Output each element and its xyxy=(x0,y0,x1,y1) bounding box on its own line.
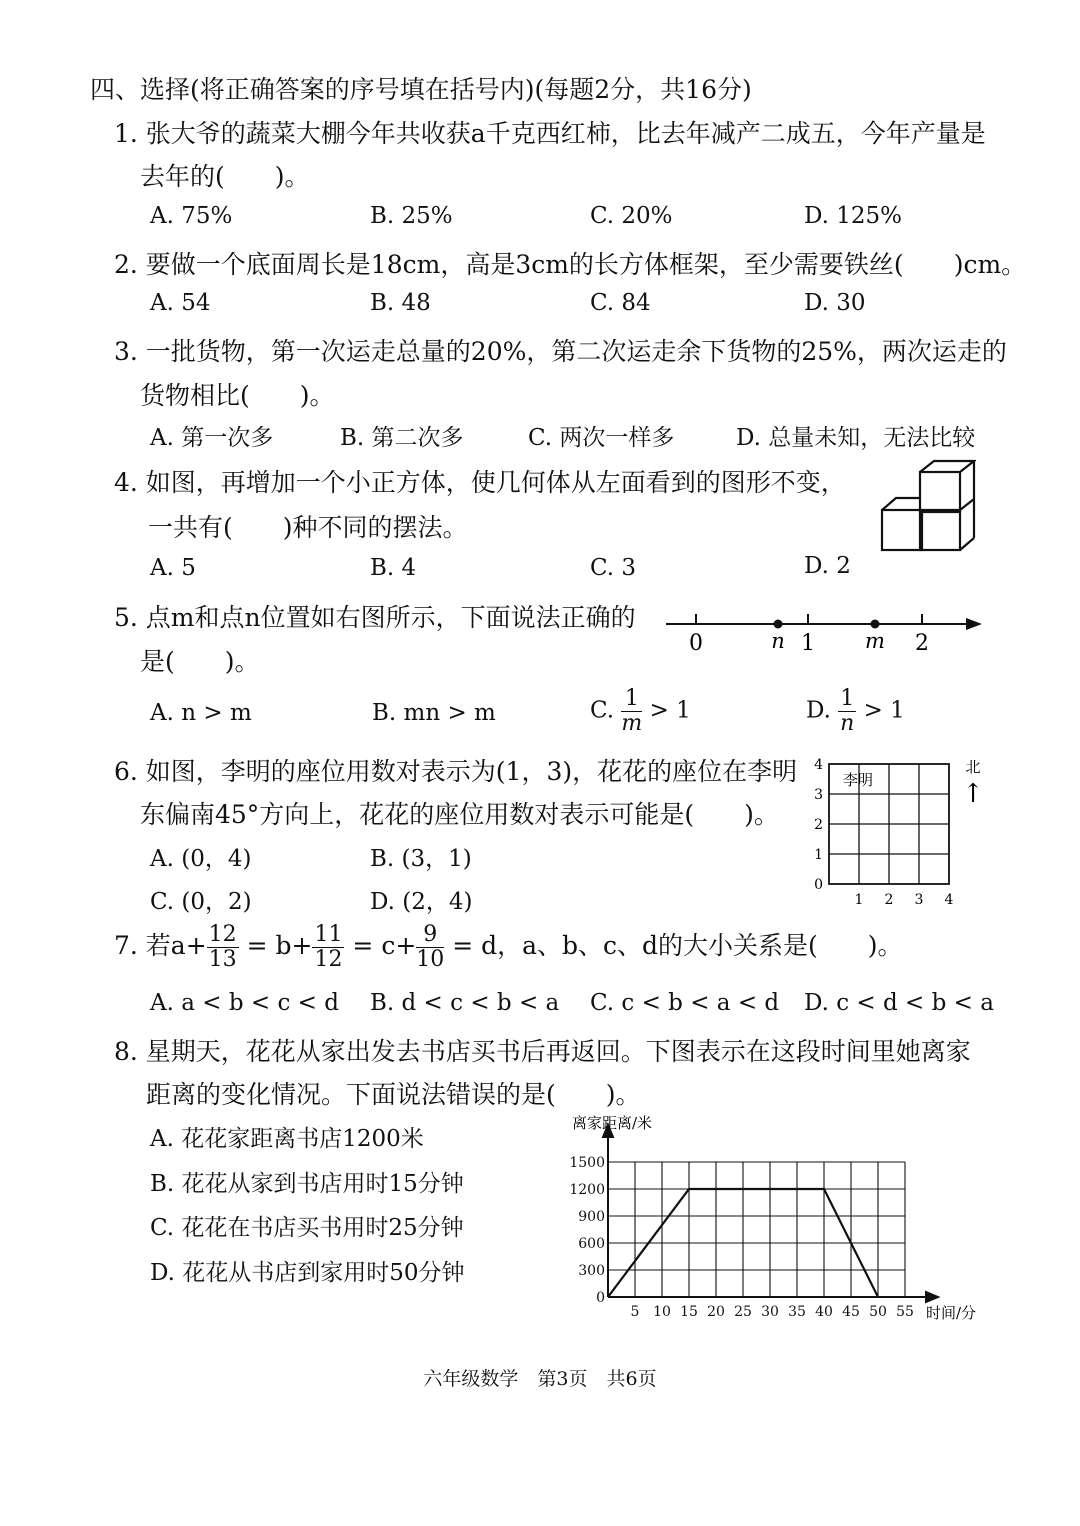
grid-x-label-3: 3 xyxy=(914,892,924,908)
q6-option-d[interactable]: D. (2，4) xyxy=(370,889,473,915)
number-line xyxy=(660,600,990,660)
q5-option-c-fraction xyxy=(621,688,642,735)
point-n xyxy=(774,620,783,629)
q7-line1 xyxy=(114,924,903,971)
grid-y-label-4: 4 xyxy=(814,757,823,773)
q8-option-d[interactable]: D. 花花从书店到家用时50分钟 xyxy=(150,1260,465,1286)
chart-ylabel: 离家距离/米 xyxy=(572,1114,653,1132)
q3-option-d[interactable]: D. 总量未知，无法比较 xyxy=(736,425,976,451)
q7-option-c[interactable]: C. c < b < a < d xyxy=(590,990,780,1016)
q5-option-c-rest: > 1 xyxy=(649,697,691,724)
q5-option-c-letter: C. xyxy=(590,697,615,724)
q5-line2: 是( )。 xyxy=(140,647,260,676)
q7-fraction-2 xyxy=(312,924,344,971)
q7-option-d[interactable]: D. c < d < b < a xyxy=(804,990,994,1016)
cube-front-left xyxy=(882,510,922,550)
q1-option-c[interactable]: C. 20% xyxy=(590,203,673,229)
north-arrow-icon: ↑ xyxy=(962,779,984,809)
y-tick-label: 900 xyxy=(578,1209,605,1225)
seat-grid xyxy=(805,752,995,912)
grid-x-label-2: 2 xyxy=(884,892,894,908)
q7-f3-den: 10 xyxy=(416,947,445,972)
q5-option-d-den: n xyxy=(840,711,855,736)
q7-option-a[interactable]: A. a < b < c < d xyxy=(150,990,339,1016)
q2-option-d[interactable]: D. 30 xyxy=(804,290,866,316)
q2-option-b[interactable]: B. 48 xyxy=(370,290,431,316)
q7-suffix: = d，a、b、c、d的大小关系是( )。 xyxy=(452,931,903,960)
q7-f3-num: 9 xyxy=(416,924,444,948)
q5-option-c-num: 1 xyxy=(621,688,642,712)
q5-option-b[interactable]: B. mn > m xyxy=(372,700,496,726)
q3-line1: 3. 一批货物，第一次运走总量的20%，第二次运走余下货物的25%，两次运走的 xyxy=(114,337,1007,366)
grid-y-label-0: 0 xyxy=(814,877,823,893)
q7-mid2: = c+ xyxy=(352,931,417,960)
x-tick-label: 30 xyxy=(761,1304,779,1320)
q8-option-c[interactable]: C. 花花在书店买书用时25分钟 xyxy=(150,1215,464,1241)
q3-line2: 货物相比( )。 xyxy=(140,381,335,410)
q8-option-b[interactable]: B. 花花从家到书店用时15分钟 xyxy=(150,1171,464,1197)
x-tick-label: 55 xyxy=(896,1304,914,1320)
q4-option-a[interactable]: A. 5 xyxy=(150,555,196,581)
cube-figure xyxy=(876,458,976,556)
x-tick-label: 50 xyxy=(869,1304,887,1320)
distance-time-chart xyxy=(560,1105,990,1330)
tick-label-2: 2 xyxy=(915,631,929,656)
q8-line1: 8. 星期天，花花从家出发去书店买书后再返回。下图表示在这段时间里她离家 xyxy=(114,1037,971,1066)
q1-option-a[interactable]: A. 75% xyxy=(150,203,233,229)
q7-f1-den: 13 xyxy=(208,947,237,972)
q3-option-c[interactable]: C. 两次一样多 xyxy=(528,425,675,451)
q6-option-a[interactable]: A. (0，4) xyxy=(150,846,252,872)
q7-option-b[interactable]: B. d < c < b < a xyxy=(370,990,560,1016)
q1-line2: 去年的( )。 xyxy=(140,162,310,191)
q6-option-b[interactable]: B. (3，1) xyxy=(370,846,472,872)
q4-option-c[interactable]: C. 3 xyxy=(590,555,637,581)
q2-option-c[interactable]: C. 84 xyxy=(590,290,651,316)
cube-mid-side-edge xyxy=(960,499,974,510)
y-tick-label: 0 xyxy=(596,1290,605,1306)
cube-front-top xyxy=(920,472,960,512)
point-label-m: m xyxy=(865,629,885,653)
q4-option-b[interactable]: B. 4 xyxy=(370,555,417,581)
x-tick-label: 35 xyxy=(788,1304,806,1320)
x-tick-label: 15 xyxy=(680,1304,698,1320)
q8-line2: 距离的变化情况。下面说法错误的是( )。 xyxy=(146,1080,641,1109)
q5-option-d-letter: D. xyxy=(806,697,831,724)
q5-option-d[interactable] xyxy=(806,688,905,735)
q7-mid1: = b+ xyxy=(246,931,313,960)
grid-y-label-3: 3 xyxy=(814,787,823,803)
q2-line1: 2. 要做一个底面周长是18cm，高是3cm的长方体框架，至少需要铁丝( )cm。 xyxy=(114,250,1027,279)
cube-front-right xyxy=(920,510,960,550)
q3-option-a[interactable]: A. 第一次多 xyxy=(150,425,274,451)
chart-xlabel: 时间/分 xyxy=(926,1304,977,1322)
q7-f2-num: 11 xyxy=(314,922,343,947)
cube-bottom-side-edge xyxy=(960,538,974,550)
q4-option-d[interactable]: D. 2 xyxy=(804,553,851,579)
q7-fraction-1 xyxy=(207,924,239,971)
q7-fraction-3 xyxy=(416,924,444,971)
grid-x-label-1: 1 xyxy=(854,892,864,908)
y-tick-label: 300 xyxy=(578,1263,605,1279)
q5-line1: 5. 点m和点n位置如右图所示，下面说法正确的 xyxy=(114,603,636,632)
point-m xyxy=(871,620,880,629)
tick-label-1: 1 xyxy=(801,631,815,656)
q4-line1: 4. 如图，再增加一个小正方体，使几何体从左面看到的图形不变， xyxy=(114,468,846,497)
x-tick-label: 10 xyxy=(653,1304,671,1320)
cube-top-face xyxy=(920,461,974,472)
seat-label-liming: 李明 xyxy=(842,771,874,789)
y-tick-label: 600 xyxy=(578,1236,605,1252)
q2-option-a[interactable]: A. 54 xyxy=(150,290,211,316)
y-tick-label: 1500 xyxy=(569,1155,605,1171)
q8-option-a[interactable]: A. 花花家距离书店1200米 xyxy=(150,1126,424,1152)
grid-x-label-4: 4 xyxy=(944,892,954,908)
q4-line2: 一共有( )种不同的摆法。 xyxy=(148,513,468,542)
q1-line1: 1. 张大爷的蔬菜大棚今年共收获a千克西红柿，比去年减产二成五，今年产量是 xyxy=(114,119,986,148)
number-line-arrow xyxy=(966,618,982,630)
x-tick-label: 5 xyxy=(630,1304,640,1320)
q5-option-d-num: 1 xyxy=(840,686,855,711)
section-title: 四、选择(将正确答案的序号填在括号内)(每题2分，共16分) xyxy=(90,75,752,104)
q6-line1: 6. 如图，李明的座位用数对表示为(1，3)，花花的座位在李明 xyxy=(114,757,798,786)
cube-top-left-edge xyxy=(882,498,920,510)
page-footer: 六年级数学 第3页 共6页 xyxy=(423,1368,657,1390)
north-label: 北 xyxy=(965,758,981,776)
point-label-n: n xyxy=(771,629,785,653)
q1-option-d[interactable]: D. 125% xyxy=(804,203,902,229)
q6-line2: 东偏南45°方向上，花花的座位用数对表示可能是( )。 xyxy=(140,800,779,829)
grid-y-label-2: 2 xyxy=(814,817,823,833)
q7-prefix: 7. 若a+ xyxy=(114,931,207,960)
q5-option-c-den: m xyxy=(621,711,643,736)
tick-label-0: 0 xyxy=(689,631,703,656)
x-tick-label: 20 xyxy=(707,1304,725,1320)
q7-f1-num: 12 xyxy=(208,922,237,947)
x-tick-label: 25 xyxy=(734,1304,752,1320)
q3-option-b[interactable]: B. 第二次多 xyxy=(340,425,464,451)
x-axis-arrow xyxy=(926,1292,938,1302)
q5-option-a[interactable]: A. n > m xyxy=(150,700,252,726)
q5-option-d-fraction xyxy=(838,688,856,735)
q6-option-c[interactable]: C. (0，2) xyxy=(150,889,252,915)
x-tick-label: 45 xyxy=(842,1304,860,1320)
y-tick-label: 1200 xyxy=(569,1182,605,1198)
q5-option-d-rest: > 1 xyxy=(863,697,905,724)
q7-f2-den: 12 xyxy=(314,947,343,972)
q5-option-c[interactable] xyxy=(590,688,691,735)
grid-y-label-1: 1 xyxy=(814,847,823,863)
q1-option-b[interactable]: B. 25% xyxy=(370,203,453,229)
x-tick-label: 40 xyxy=(815,1304,833,1320)
